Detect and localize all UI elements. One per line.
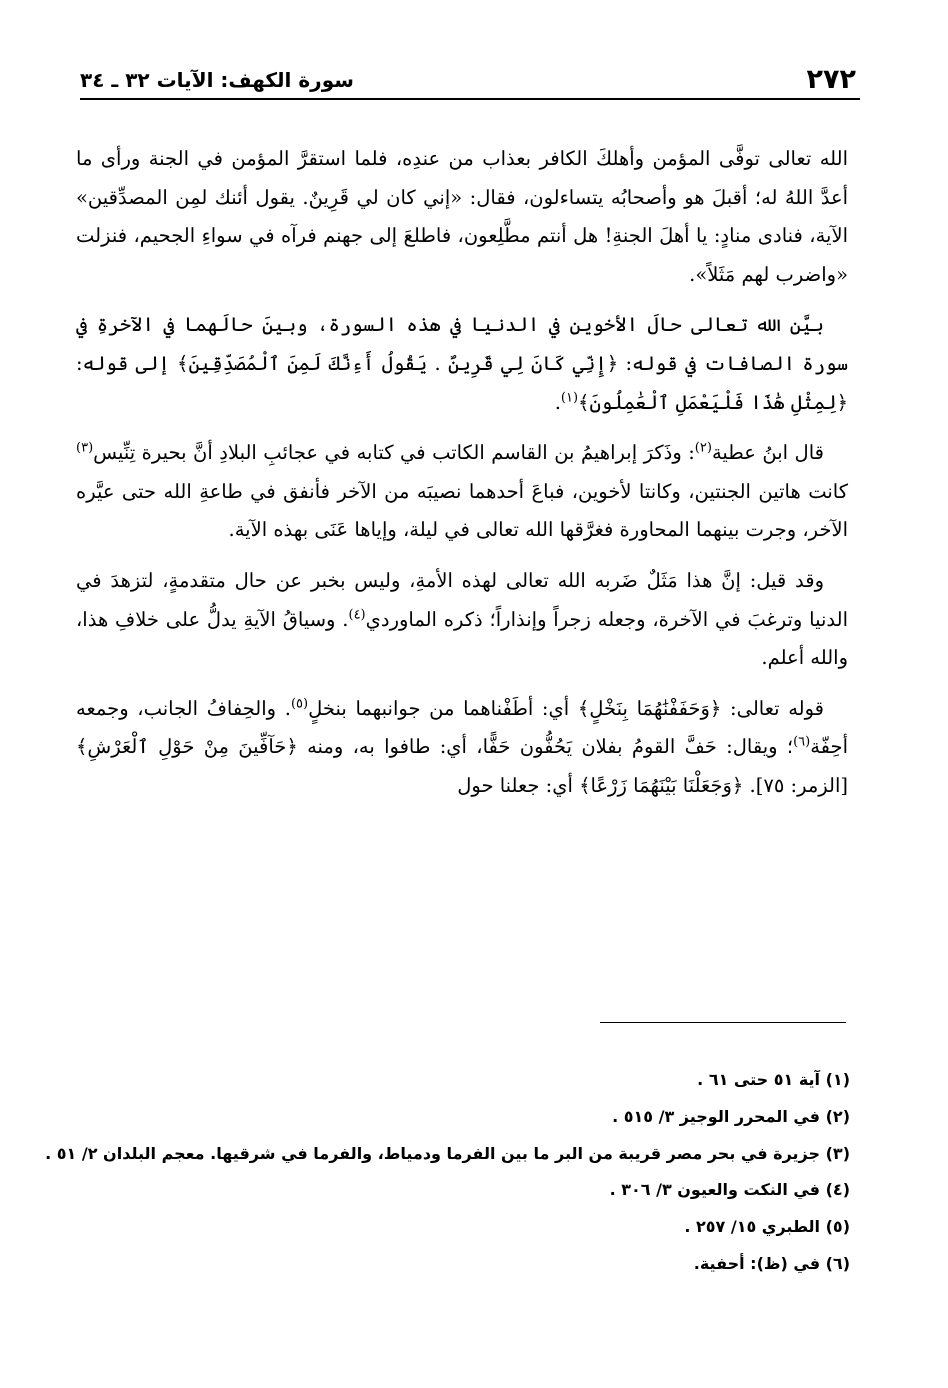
- footnote-ref: (٥): [290, 696, 309, 712]
- footnote: (٤) في النكت والعيون ٣/ ٣٠٦ .: [609, 1180, 850, 1200]
- page-header: [80, 58, 860, 102]
- page-number: ٢٧٢: [806, 64, 856, 95]
- paragraph-text: قوله تعالى: ﴿وَحَفَفْنَٰهُمَا بِنَخْلٍ﴾ أي: أطَفْناهما من جوانبهما بنخلٍ: [308, 696, 824, 720]
- paragraph-text: وقد قيل: إنَّ هذا مَثَلٌ ضَربه الله تعالى لهذه الأمةِ، وليس بخبر عن حال متقدمةٍ، لتزهدَ في الدنيا وترغبَ في الآخرة، وجعله زجراً وإنذاراً؛ ذكره الماوردي: [76, 568, 848, 631]
- paragraph-tail: .: [554, 390, 561, 414]
- paragraph-text: قال ابنُ عطية: [711, 441, 824, 465]
- paragraph-text: . وسياقُ الآيةِ يدلُّ على خلافِ هذا، والله أعلم.: [76, 607, 848, 670]
- footnote: (٣) جزيرة في بحر مصر قريبة من البر ما بين الفرما ودمياط، والفرما في شرقيها. معجم البلدان ٢/ ٥١ .: [45, 1143, 850, 1163]
- footnote-ref: (٣): [76, 440, 94, 456]
- running-head: سورة الكهف: الآيات ٣٢ ـ ٣٤: [80, 68, 354, 92]
- paragraph-text: . والحِفافُ الجانب، وجمعه أحِفّة: [76, 696, 848, 759]
- footnotes: [45, 1062, 850, 1283]
- paragraph-text: الله تعالى توفَّى المؤمن وأهلكَ الكافر بعذاب من عندِه، فلما استقرَّ المؤمن في الجنة ورأى ما أعدَّ اللهُ له؛ أقبلَ هو وأصحابُه يتساءلون، فقال: «إني كان لي قَرِينٌ. يقول أئنك لمِن المصدِّقين» الآية، فنادى منادٍ: يا أهلَ الجنةِ! هل أنتم مطَّلِعون، فاطلعَ إلى جهنم فرآه في سواءِ الجحيم، فنزلت «واضرب لهم مَثَلاً».: [76, 147, 848, 286]
- footnote-ref: (٦): [793, 734, 811, 750]
- paragraph-text: كانت هاتين الجنتين، وكانتا لأخوين، فباعَ أحدهما نصيبَه من الآخر فأنفق في طاعةِ الله حتى عيَّره الآخر، وجرت بينهما المحاورة فغرَّقها الله تعالى في ليلة، وإياها عَنَى بهذه الآية.: [76, 479, 848, 542]
- paragraph-text: : وذَكرَ إبراهيمُ بن القاسم الكاتب في كتابه في عجائبِ البلادِ أنَّ بحيرة تِنِّيس: [93, 441, 695, 465]
- footnote-separator: [600, 1022, 846, 1023]
- footnote-ref: (٤): [348, 607, 366, 623]
- header-rule: [80, 98, 860, 100]
- footnote: (٢) في المحرر الوجيز ٣/ ٥١٥ .: [612, 1106, 850, 1126]
- paragraph: [76, 690, 848, 806]
- footnote-ref: (٢): [694, 440, 712, 456]
- paragraph: [76, 434, 848, 550]
- paragraph-text: بيَّن الله تعالى حالَ الأخوين في الدنيا في هذه السورة، وبينَ حالَهما في الآخرةِ في سورة الصافات في قوله: ﴿إِنِّي كَانَ لِي قَرِينٌ . يَقُولُ أَءِنَّكَ لَمِنَ ٱلْمُصَدِّقِينَ﴾ إلى قوله: ﴿لِمِثْلِ هَٰذَا فَلْيَعْمَلِ ٱلْعَٰمِلُونَ﴾: [76, 313, 848, 414]
- paragraph-text: ؛ ويقال: حَفَّ القومُ بفلان يَحُفُّون حَفًّا، أي: طافوا به، ومنه ﴿حَآفِّينَ مِنْ حَوْلِ ٱلْعَرْشِ﴾ [الزمر: ٧٥]. ﴿وَجَعَلْنَا بَيْنَهُمَا زَرْعًا﴾ أي: جعلنا حول: [76, 735, 848, 797]
- paragraph: [76, 562, 848, 678]
- footnote: (١) آية ٥١ حتى ٦١ .: [697, 1070, 850, 1089]
- main-text: [76, 140, 848, 818]
- paragraph: [76, 306, 848, 422]
- footnote-ref: (١): [560, 390, 579, 406]
- footnote: (٦) في (ظ): أحفية.: [693, 1253, 850, 1273]
- footnote: (٥) الطبري ١٥/ ٢٥٧ .: [684, 1217, 850, 1237]
- paragraph: [76, 140, 848, 294]
